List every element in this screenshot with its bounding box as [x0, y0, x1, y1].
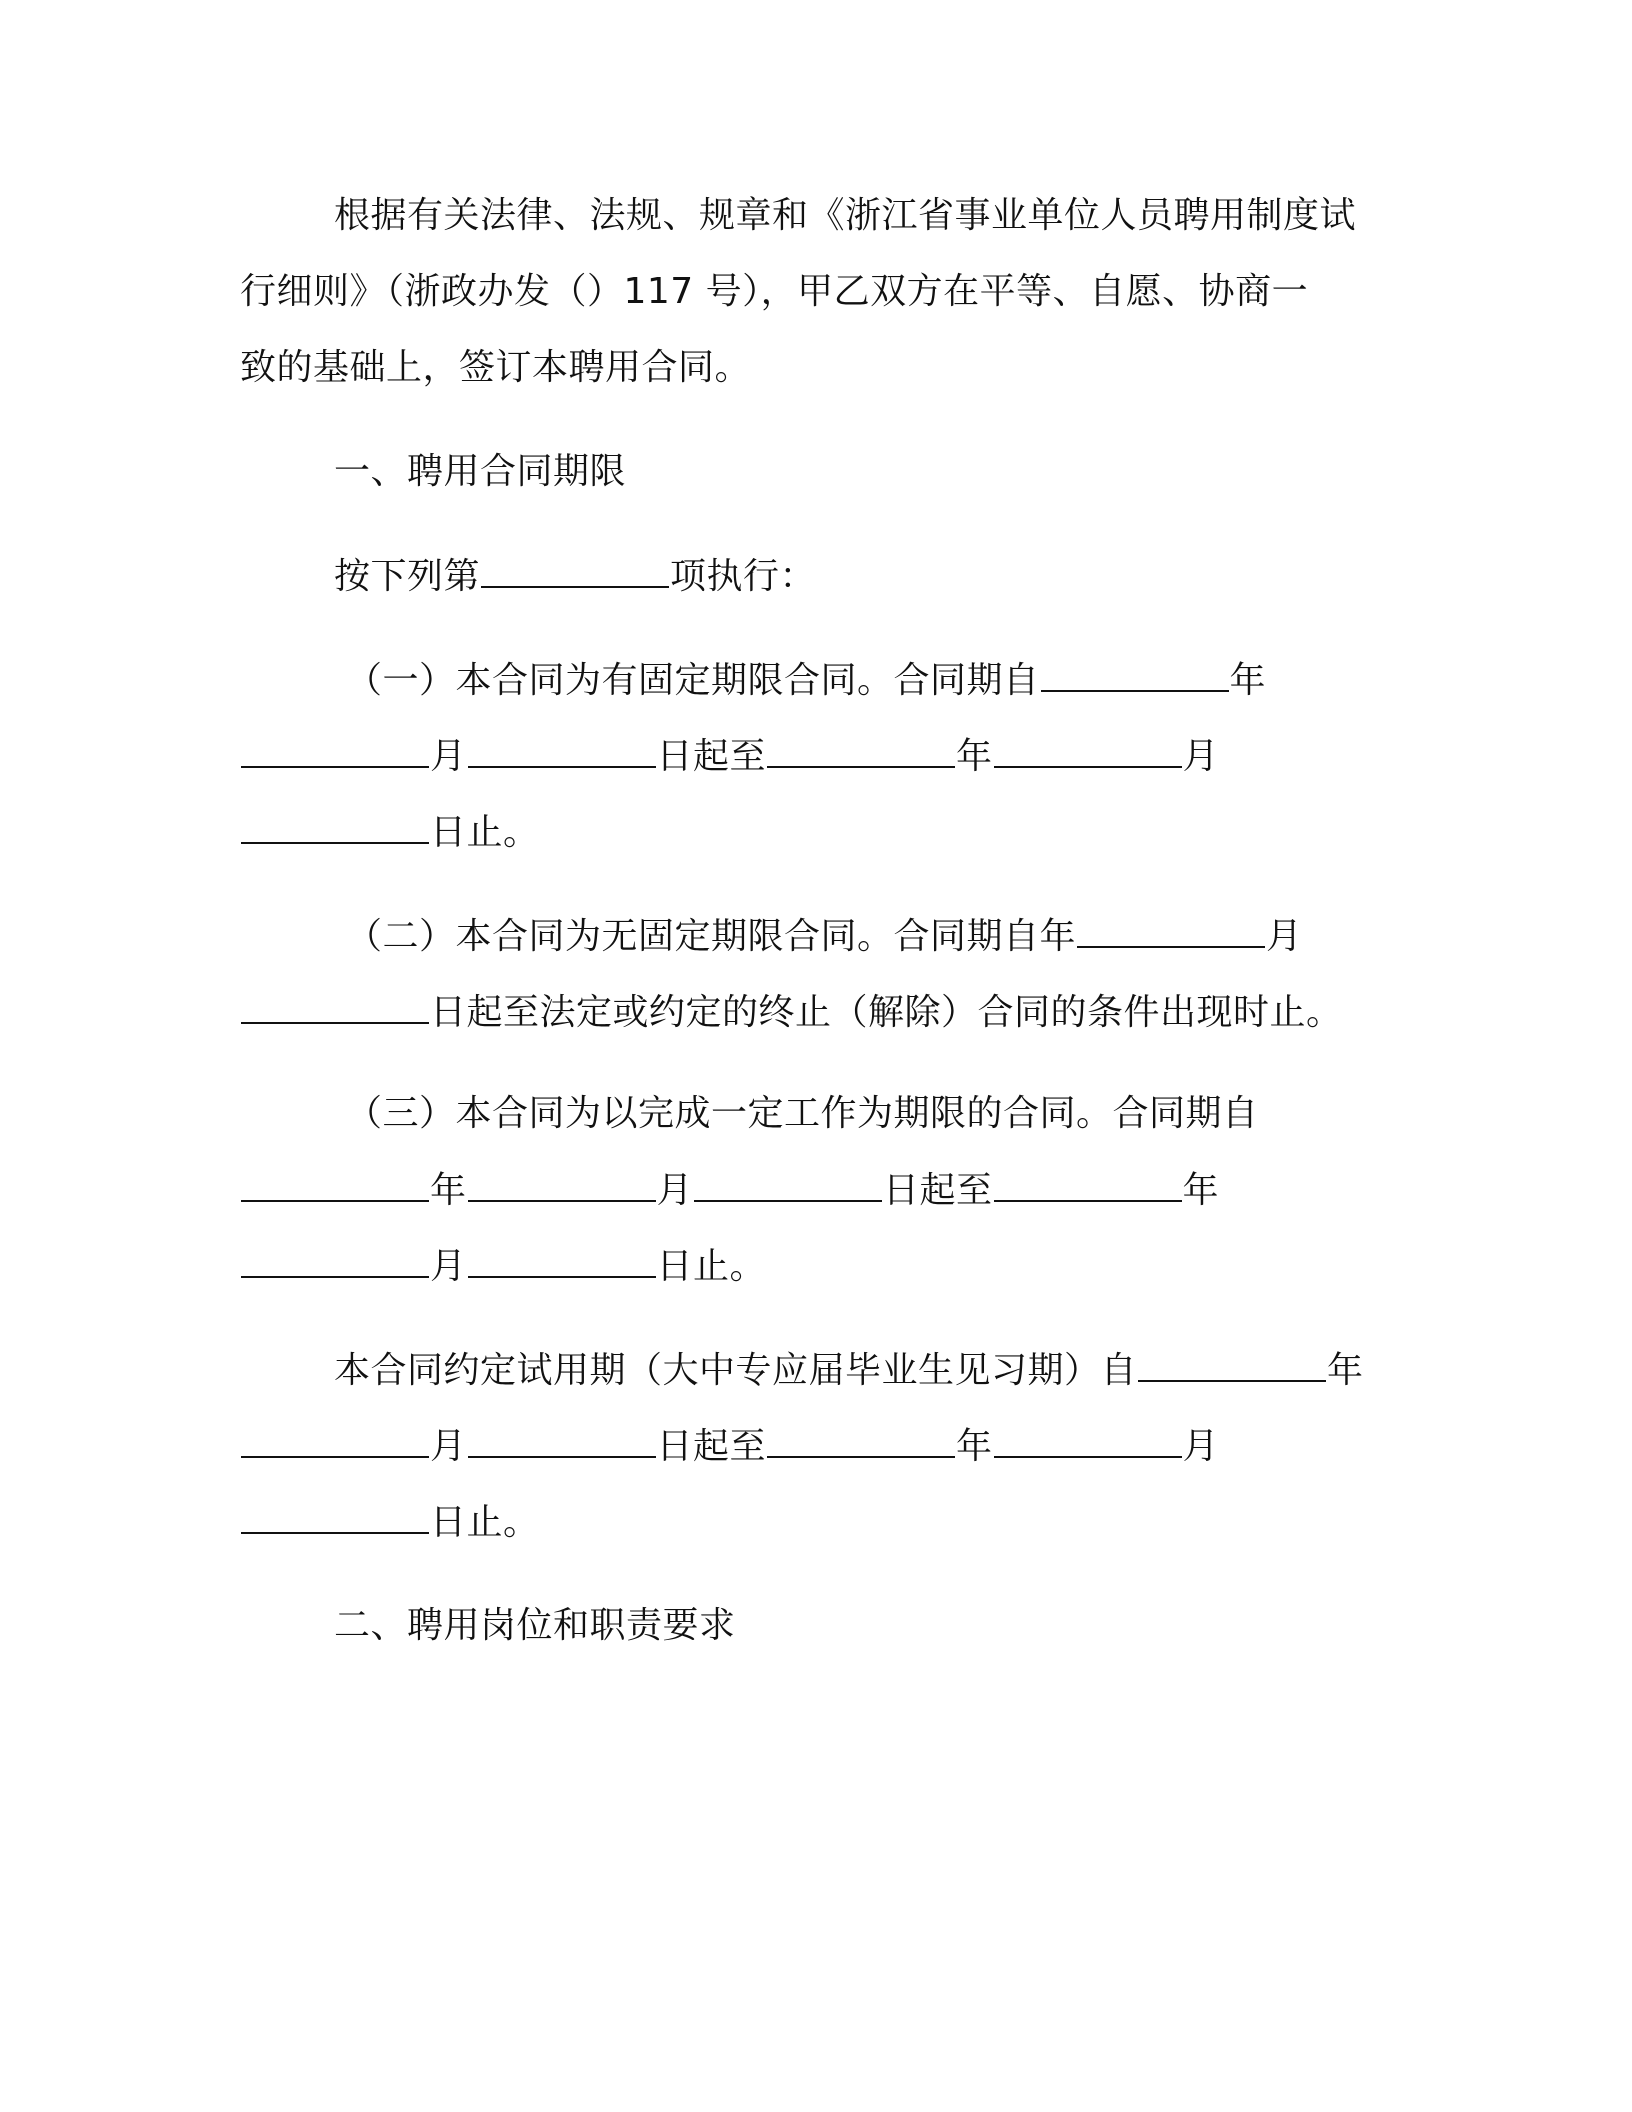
section-2-heading: 二、聘用岗位和职责要求: [334, 1605, 736, 1646]
item-3-end-day-blank[interactable]: [468, 1242, 656, 1278]
item-3-start-year-blank[interactable]: [241, 1166, 429, 1202]
item-1-end-month-blank[interactable]: [994, 732, 1182, 768]
item-2-start-month-blank[interactable]: [1077, 912, 1265, 948]
item-2-end-text: 日起至法定或约定的终止（解除）合同的条件出现时止。: [430, 992, 1343, 1033]
probation-start-month-blank[interactable]: [241, 1422, 429, 1458]
item-3-start-month-blank[interactable]: [468, 1166, 656, 1202]
item-1-start-month-blank[interactable]: [241, 732, 429, 768]
probation-start-day-blank[interactable]: [468, 1422, 656, 1458]
year-label: 年: [1327, 1350, 1364, 1391]
probation-end-month-blank[interactable]: [994, 1422, 1182, 1458]
day-end-label: 日止。: [656, 1246, 767, 1287]
item-1-end-year-blank[interactable]: [767, 732, 955, 768]
probation-text: 本合同约定试用期（大中专应届毕业生见习期）自: [334, 1350, 1138, 1391]
day-from-label: 日起至: [656, 1426, 767, 1467]
day-from-label: 日起至: [883, 1170, 993, 1211]
probation-end-year-blank[interactable]: [767, 1422, 955, 1458]
section-1-heading: 一、聘用合同期限: [334, 451, 627, 492]
day-from-label: 日起至: [656, 736, 767, 777]
month-label: 月: [430, 736, 467, 777]
probation-start-year-blank[interactable]: [1138, 1346, 1326, 1382]
instruction-pre: 按下列第: [334, 556, 481, 597]
month-label: 月: [1266, 916, 1303, 957]
probation-line-3: [240, 1498, 540, 1547]
intro-line-3: 致的基础上，签订本聘用合同。: [240, 347, 752, 388]
probation-line-2: [240, 1422, 1219, 1471]
year-label: 年: [1182, 1170, 1220, 1211]
year-label: 年: [956, 736, 993, 777]
item-1-start-day-blank[interactable]: [468, 732, 656, 768]
year-label: 年: [956, 1426, 993, 1467]
item-2-line-1: [346, 912, 1303, 961]
month-label: 月: [656, 1170, 694, 1211]
item-2-line-2: [240, 988, 1343, 1037]
day-end-label: 日止。: [430, 1502, 540, 1543]
month-label: 月: [430, 1426, 467, 1467]
item-3-end-month-blank[interactable]: [241, 1242, 429, 1278]
month-label: 月: [1182, 1426, 1220, 1467]
item-2-start-day-blank[interactable]: [241, 988, 429, 1024]
month-label: 月: [430, 1246, 467, 1287]
item-3-line-2: [240, 1166, 1219, 1215]
year-label: 年: [430, 1170, 467, 1211]
instruction-post: 项执行：: [670, 556, 817, 597]
item-1-line-2: [240, 732, 1219, 781]
intro-line-1: 根据有关法律、法规、规章和《浙江省事业单位人员聘用制度试: [334, 195, 1357, 236]
instruction-line: [334, 552, 816, 601]
item-2-text: （二）本合同为无固定期限合同。合同期自年: [346, 916, 1077, 957]
item-1-line-3: [240, 808, 540, 857]
item-3-end-year-blank[interactable]: [994, 1166, 1182, 1202]
item-3-line-1: （三）本合同为以完成一定工作为期限的合同。合同期自: [346, 1093, 1259, 1134]
probation-end-day-blank[interactable]: [241, 1498, 429, 1534]
item-1-line-1: [346, 656, 1266, 705]
month-label: 月: [1182, 736, 1220, 777]
item-3-start-day-blank[interactable]: [694, 1166, 882, 1202]
year-label: 年: [1229, 660, 1267, 701]
item-3-line-3: [240, 1242, 766, 1291]
intro-line-2: 行细则》（浙政办发（）117 号），甲乙双方在平等、自愿、协商一: [240, 271, 1309, 312]
item-1-start-year-blank[interactable]: [1041, 656, 1229, 692]
item-1-end-day-blank[interactable]: [241, 808, 429, 844]
day-end-label: 日止。: [430, 812, 540, 853]
probation-line-1: [334, 1346, 1364, 1395]
item-1-text: （一）本合同为有固定期限合同。合同期自: [346, 660, 1040, 701]
item-choice-blank[interactable]: [481, 552, 669, 588]
